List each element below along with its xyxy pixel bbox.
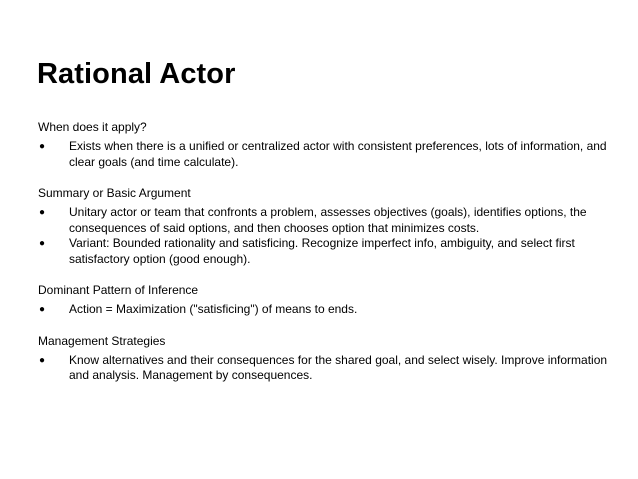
bullet-text: Know alternatives and their consequences for the shared goal, and select wisely. Improve information and analysis. Management by consequences. — [69, 352, 608, 382]
bullet-item — [38, 236, 608, 267]
bullet-icon: ● — [39, 141, 46, 152]
slide-title: Rational Actor — [37, 58, 236, 90]
section-inference — [38, 283, 608, 318]
section-when-applies — [38, 120, 608, 170]
section-management — [38, 334, 608, 384]
bullet-text: Unitary actor or team that confronts a problem, assesses objectives (goals), identifies options, the consequences of said options, and then chooses option that minimizes costs. — [69, 205, 587, 235]
bullet-list — [38, 302, 608, 318]
section-heading: Dominant Pattern of Inference — [38, 283, 199, 297]
bullet-item — [38, 205, 608, 236]
bullet-list — [38, 205, 608, 267]
bullet-item — [38, 139, 608, 170]
bullet-icon: ● — [39, 238, 46, 249]
bullet-icon: ● — [39, 207, 46, 218]
bullet-list — [38, 353, 608, 384]
section-heading: Summary or Basic Argument — [38, 186, 191, 200]
bullet-item — [38, 353, 608, 384]
section-heading: Management Strategies — [38, 333, 166, 348]
bullet-text: Action = Maximization ("satisficing") of means to ends. — [69, 302, 358, 316]
bullet-text: Exists when there is a unified or centralized actor with consistent preferences, lots of information, and clear goals (and time calculate). — [69, 139, 607, 169]
bullet-icon: ● — [39, 354, 46, 366]
slide-content — [38, 120, 608, 400]
bullet-icon: ● — [39, 304, 46, 315]
section-summary — [38, 186, 608, 267]
bullet-text: Variant: Bounded rationality and satisficing. Recognize imperfect info, ambiguity, and select first satisfactory option (good enough). — [69, 236, 575, 266]
bullet-item — [38, 302, 608, 318]
section-heading: When does it apply? — [38, 120, 147, 134]
bullet-list — [38, 139, 608, 170]
